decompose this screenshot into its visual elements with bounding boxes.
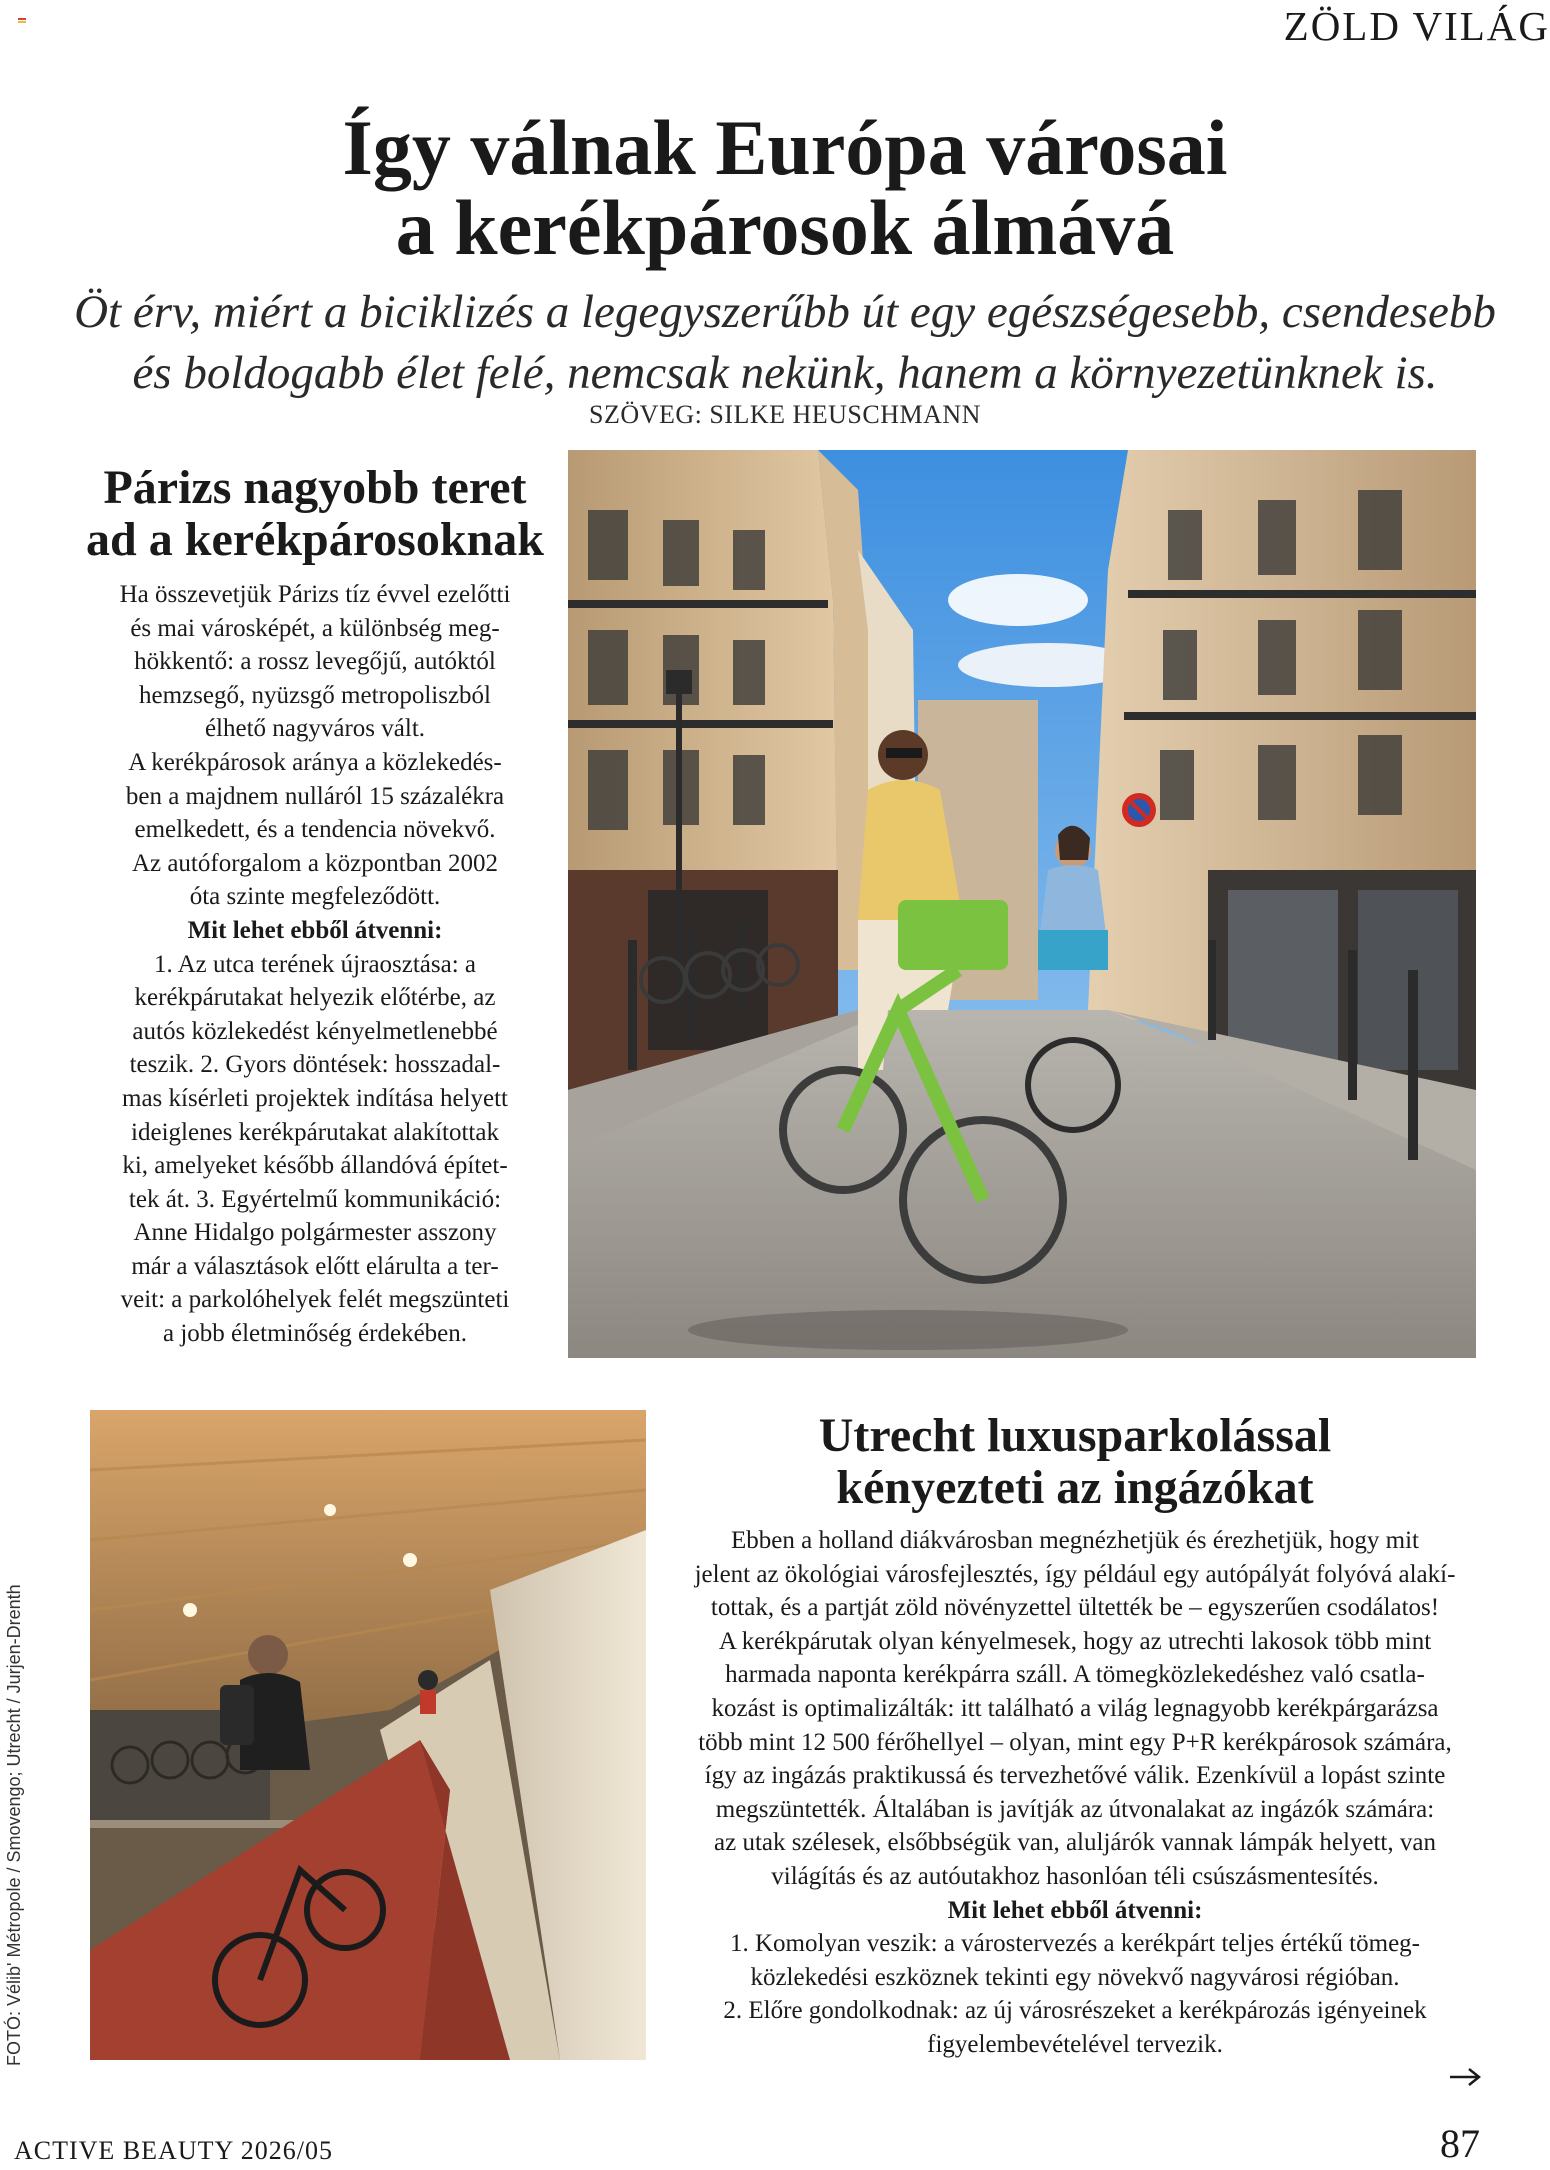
utrecht-body-line: több mint 12 500 férőhellyel – olyan, mint egy P+R kerékpárosok számára, — [698, 1728, 1452, 1756]
utrecht-bike-garage-photo — [90, 1410, 646, 2060]
paris-body-line: és mai városképét, a különbség meg- — [130, 614, 500, 642]
paris-takeaway-line: kerékpárutakat helyezik előtérbe, az — [134, 984, 496, 1012]
utrecht-heading-line: kényezteti az ingázókat — [836, 1461, 1314, 1514]
utrecht-body — [655, 1524, 1495, 2062]
paris-takeaway-line: autós közlekedést kényelmetlenebbé — [132, 1017, 498, 1045]
paris-body-line: hemzsegő, nyüzsgő metropoliszból — [138, 681, 491, 709]
paris-takeaway-line: veit: a parkolóhelyek felét megszünteti — [120, 1286, 510, 1314]
utrecht-heading — [655, 1410, 1495, 1514]
paris-body-line: Ha összevetjük Párizs tíz évvel ezelőtti — [119, 581, 511, 608]
paris-body-line: A kerékpárosok aránya a közlekedés- — [128, 748, 502, 776]
paris-takeaway-line: tek át. 3. Egyértelmű kommunikáció: — [128, 1185, 502, 1213]
paris-takeaway-line: már a választások előtt elárulta a ter- — [131, 1252, 499, 1280]
paris-takeaway-line: teszik. 2. Gyors döntések: hosszadal- — [129, 1051, 501, 1079]
paris-heading-line: Párizs nagyobb teret — [103, 461, 527, 514]
article-subtitle — [0, 282, 1550, 404]
paris-body-line: emelkedett, és a tendencia növekvő. — [134, 816, 496, 844]
paris-body-line: hökkentő: a rossz levegőjű, autóktól — [134, 648, 496, 676]
paris-heading-line: ad a kerékpárosoknak — [86, 513, 544, 566]
article-subtitle-line: Öt érv, miért a biciklizés a legegyszerűbb út egy egészségesebb, csendesebb — [74, 286, 1496, 338]
utrecht-body-line: az utak szélesek, elsőbbségük van, aluljárók vannak lámpák helyett, van — [714, 1829, 1436, 1857]
utrecht-heading-line: Utrecht luxusparkolással — [818, 1409, 1332, 1462]
paris-takeaway-line: ideiglenes kerékpárutakat alakítottak — [131, 1118, 499, 1146]
photo-credit: FOTÓ: Vélib' Métropole / Smovengo; Utrecht / Jurjen-Drenth — [4, 1584, 24, 2066]
magazine-issue: ACTIVE BEAUTY 2026/05 — [14, 2136, 334, 2165]
utrecht-body-line: harmada naponta kerékpárra száll. A tömegközlekedéshez való csatla- — [725, 1661, 1425, 1689]
paris-body-line: óta szinte megfeleződött. — [189, 883, 441, 911]
paris-body-line: élhető nagyváros vált. — [204, 715, 426, 743]
paris-takeaway-heading: Mit lehet ebből átvenni: — [187, 916, 443, 944]
utrecht-takeaway-line: figyelembevételével tervezik. — [927, 2030, 1223, 2058]
utrecht-takeaway-heading: Mit lehet ebből átvenni: — [947, 1896, 1203, 1924]
utrecht-body-line: Ebben a holland diákvárosban megnézhetjük és érezhetjük, hogy mit — [731, 1527, 1419, 1554]
paris-heading — [80, 462, 550, 566]
page-number: 87 — [1440, 2121, 1480, 2166]
article-subtitle-line: és boldogabb élet felé, nemcsak nekünk, hanem a környezetünknek is. — [132, 347, 1438, 399]
paris-takeaway-line: 1. Az utca terének újraosztása: a — [153, 950, 477, 978]
article-title-line: Így válnak Európa városai — [342, 104, 1228, 191]
utrecht-body-line: megszüntették. Általában is javítják az útvonalakat az ingázók számára: — [715, 1795, 1435, 1823]
paris-street-photo — [568, 450, 1476, 1358]
utrecht-body-line: kozást is optimalizálták: itt található a világ legnagyobb kerékpárgarázsa — [711, 1694, 1439, 1722]
paris-body-line: ben a majdnem nulláról 15 százalékra — [125, 782, 505, 810]
paris-section — [80, 462, 550, 1351]
utrecht-body-line: A kerékpárutak olyan kényelmesek, hogy az utrechti lakosok több mint — [718, 1627, 1432, 1655]
paris-body-line: Az autóforgalom a központban 2002 — [131, 849, 499, 877]
section-label: ZÖLD VILÁG — [1283, 3, 1550, 49]
utrecht-takeaway-line: 2. Előre gondolkodnak: az új városrészeket a kerékpározás igényeinek — [723, 1997, 1427, 2025]
article-title — [0, 104, 1550, 271]
utrecht-takeaway-line: 1. Komolyan veszik: a várostervezés a kerékpárt teljes értékű tömeg- — [729, 1930, 1420, 1958]
paris-takeaway-line: a jobb életminőség érdekében. — [162, 1320, 468, 1348]
paris-body — [80, 578, 550, 1351]
utrecht-body-line: világítás és az autóutakhoz hasonlóan téli csúszásmentesítés. — [771, 1862, 1379, 1890]
arrow-right-icon — [1448, 2066, 1482, 2088]
utrecht-section — [655, 1410, 1495, 2062]
byline: SZÖVEG: SILKE HEUSCHMANN — [589, 400, 981, 429]
paris-takeaway-line: Anne Hidalgo polgármester asszony — [133, 1219, 497, 1247]
utrecht-body-line: tottak, és a partját zöld növényzettel ültették be – egyszerűen csodálatos! — [710, 1594, 1440, 1622]
paris-takeaway-line: ki, amelyeket később állandóvá építet- — [122, 1152, 508, 1180]
article-title-line: a kerékpárosok álmává — [395, 184, 1175, 271]
paris-takeaway-line: mas kísérleti projektek indítása helyett — [122, 1084, 508, 1112]
utrecht-body-line: jelent az ökológiai városfejlesztés, így például egy autópályát folyóvá alakí- — [694, 1560, 1456, 1588]
utrecht-takeaway-line: közlekedési eszköznek tekinti egy növekvő nagyvárosi régióban. — [750, 1963, 1400, 1991]
utrecht-body-line: így az ingázás praktikussá és tervezhetővé válik. Ezenkívül a lopást szinte — [704, 1762, 1446, 1790]
corner-color-mark — [18, 18, 26, 23]
